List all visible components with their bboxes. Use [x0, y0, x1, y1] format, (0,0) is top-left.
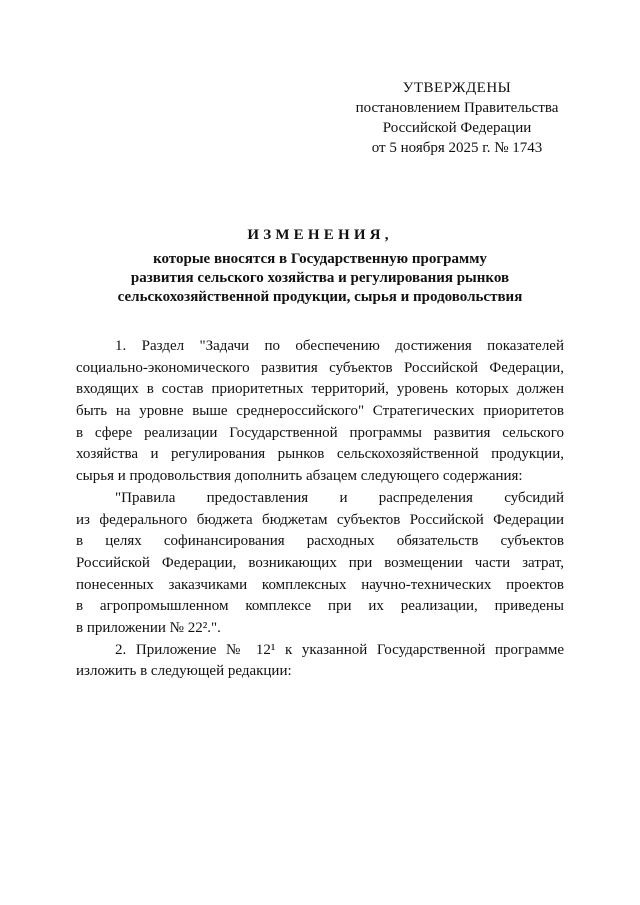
subtitle-line: развития сельского хозяйства и регулирования рынков: [130, 270, 510, 286]
approval-line: Российской Федерации: [382, 120, 532, 136]
paragraph-line: социально-экономического развития субъектов Российской Федерации,: [76, 359, 564, 376]
paragraph-line: входящих в состав приоритетных территорий, уровень которых должен: [76, 381, 564, 398]
approval-heading: УТВЕРЖДЕНЫ: [402, 80, 512, 96]
approval-line: от 5 ноября 2025 г. № 1743: [371, 140, 543, 156]
document-body: [76, 336, 564, 683]
paragraph-line: в целях софинансирования расходных обязательств субъектов: [76, 533, 564, 550]
paragraph-2: [76, 488, 564, 640]
paragraph-line: в приложении № 22².".: [76, 619, 221, 636]
approval-stamp: [340, 78, 574, 158]
subtitle-line: сельскохозяйственной продукции, сырья и продовольствия: [117, 289, 523, 305]
approval-line: постановлением Правительства: [355, 100, 559, 116]
paragraph-line: хозяйства и регулирования рынков сельскохозяйственной продукции,: [76, 446, 564, 463]
paragraph-line: 1. Раздел "Задачи по обеспечению достижения показателей: [115, 338, 564, 354]
paragraph-line: 2. Приложение № 12¹ к указанной Государственной программе: [115, 641, 564, 658]
paragraph-1: [76, 336, 564, 488]
paragraph-line: "Правила предоставления и распределения субсидий: [115, 489, 564, 506]
paragraph-line: изложить в следующей редакции:: [76, 663, 292, 680]
paragraph-line: Российской Федерации, возникающих при возмещении части затрат,: [76, 554, 564, 571]
document-title: ИЗМЕНЕНИЯ,: [247, 227, 393, 243]
paragraph-line: быть на уровне выше среднероссийского" Стратегических приоритетов: [76, 403, 564, 420]
paragraph-line: в агропромышленном комплексе при их реализации, приведены: [76, 598, 564, 615]
paragraph-3: [76, 640, 564, 683]
paragraph-line: из федерального бюджета бюджетам субъектов Российской Федерации: [76, 511, 564, 528]
paragraph-line: понесенных заказчиками комплексных научно-технических проектов: [76, 576, 564, 593]
paragraph-line: в сфере реализации Государственной программы развития сельского: [76, 424, 564, 441]
paragraph-line: сырья и продовольствия дополнить абзацем следующего содержания:: [76, 468, 523, 485]
document-subtitle: [80, 250, 560, 307]
subtitle-line: которые вносятся в Государственную программу: [153, 251, 487, 267]
